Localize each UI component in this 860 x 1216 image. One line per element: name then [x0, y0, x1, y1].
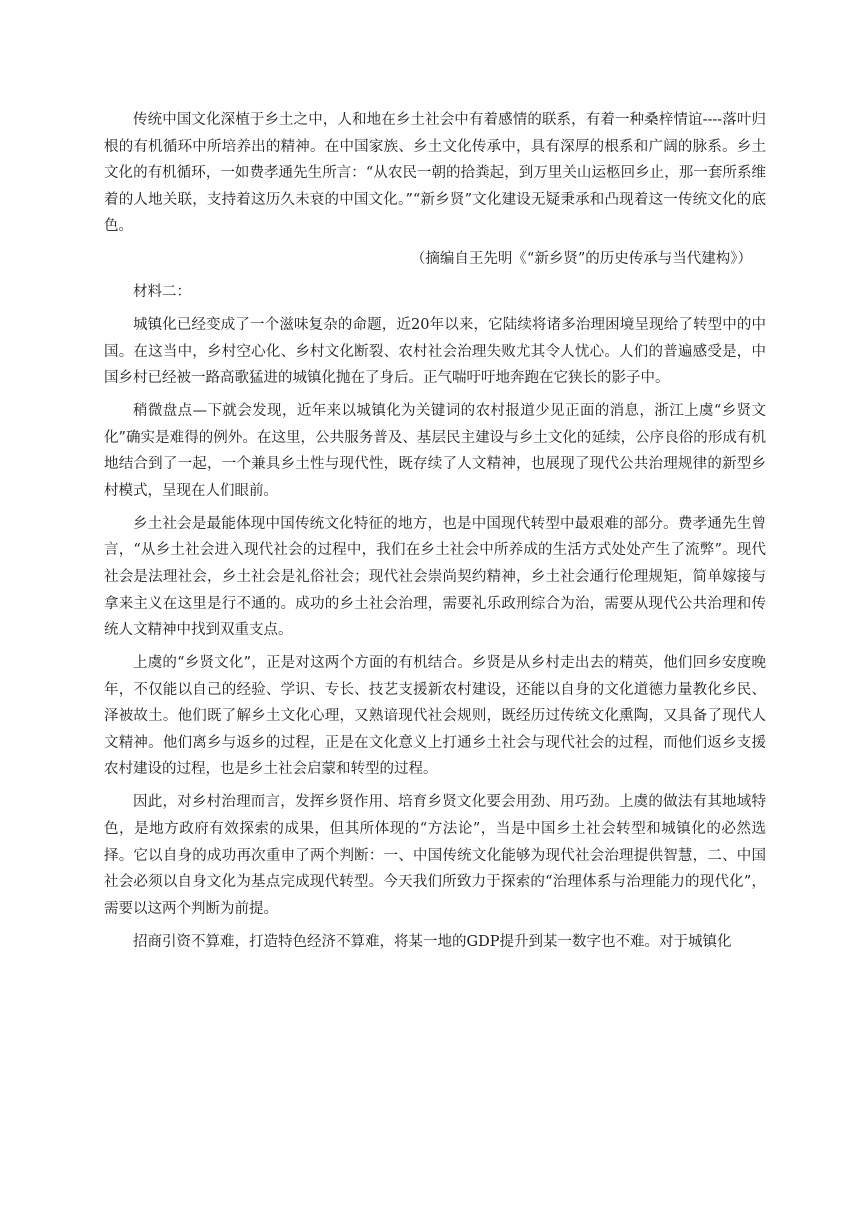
source-citation: （摘编自王先明《“新乡贤”的历史传承与当代建构》）: [410, 251, 752, 268]
paragraph-xiangxian-culture: 上虞的“乡贤文化”，正是对这两个方面的有机结合。乡贤是从乡村走出去的精英，他们回乡安度晚年，不仅能以自己的经验、学识、专长、技艺支援新农村建设，还能以自身的文化道德力量教化乡民、泽被故土。他们既了解乡土文化心理，又熟谙现代社会规则，既经历过传统文化熏陶，又具备了现代人文精神。他们离乡与返乡的过程，正是在文化意义上打通乡土社会与现代社会的过程，而他们返乡支援农村建设的过程，也是乡土社会启蒙和转型的过程。: [104, 655, 766, 778]
paragraph-shangyu-example: 稍微盘点—下就会发现，近年来以城镇化为关键词的农村报道少见正面的消息，浙江上虞“乡贤文化”确实是难得的例外。在这里，公共服务普及、基层民主建设与乡土文化的延续，公序良俗的形成有机地结合到了一起，一个兼具乡土性与现代性，既存续了人文精神，也展现了现代公共治理规律的新型乡村模式，呈现在人们眼前。: [104, 403, 766, 499]
material-two-label: 材料二：: [133, 284, 191, 301]
paragraph-rural-culture: 传统中国文化深植于乡土之中，人和地在乡土社会中有着感情的联系，有着一种桑梓情谊----落叶归根的有机循环中所培养出的精神。在中国家族、乡土文化传承中，具有深厚的根系和广阔的脉系。乡土文化的有机循环，一如费孝通先生所言：“从农民一朝的拾粪起，到万里关山运柩回乡止，那一套所系维着的人地关联，支持着这历久未衰的中国文化。”“新乡贤”文化建设无疑秉承和凸现着这一传统文化的底色。: [104, 112, 766, 235]
paragraph-governance: 因此，对乡村治理而言，发挥乡贤作用、培育乡贤文化要会用劲、用巧劲。上虞的做法有其地域特色，是地方政府有效探索的成果，但其所体现的“方法论”，当是中国乡土社会转型和城镇化的必然选择。它以自身的成功再次重申了两个判断：一、中国传统文化能够为现代社会治理提供智慧，二、中国社会必须以自身文化为基点完成现代转型。今天我们所致力于探索的“治理体系与治理能力的现代化”，需要以这两个判断为前提。: [104, 794, 766, 917]
document-page: [104, 107, 766, 961]
paragraph-investment: 招商引资不算难，打造特色经济不算难，将某一地的GDP提升到某一数字也不难。对于城镇化: [133, 933, 732, 950]
paragraph-rural-society: 乡土社会是最能体现中国传统文化特征的地方，也是中国现代转型中最艰难的部分。费孝通先生曾言，“从乡土社会进入现代社会的过程中，我们在乡土社会中所养成的生活方式处处产生了流弊”。现代社会是法理社会，乡土社会是礼俗社会；现代社会崇尚契约精神，乡土社会通行伦理规矩，简单嫁接与拿来主义在这里是行不通的。成功的乡土社会治理，需要礼乐政刑综合为治，需要从现代公共治理和传统人文精神中找到双重支点。: [104, 515, 766, 639]
paragraph-urbanization: 城镇化已经变成了一个滋味复杂的命题，近20年以来，它陆续将诸多治理困境呈现给了转型中的中国。在这当中，乡村空心化、乡村文化断裂、农村社会治理失败尤其令人忧心。人们的普遍感受是，中国乡村已经被一路高歌猛进的城镇化抛在了身后。正气喘吁吁地奔跑在它狭长的影子中。: [104, 317, 766, 387]
